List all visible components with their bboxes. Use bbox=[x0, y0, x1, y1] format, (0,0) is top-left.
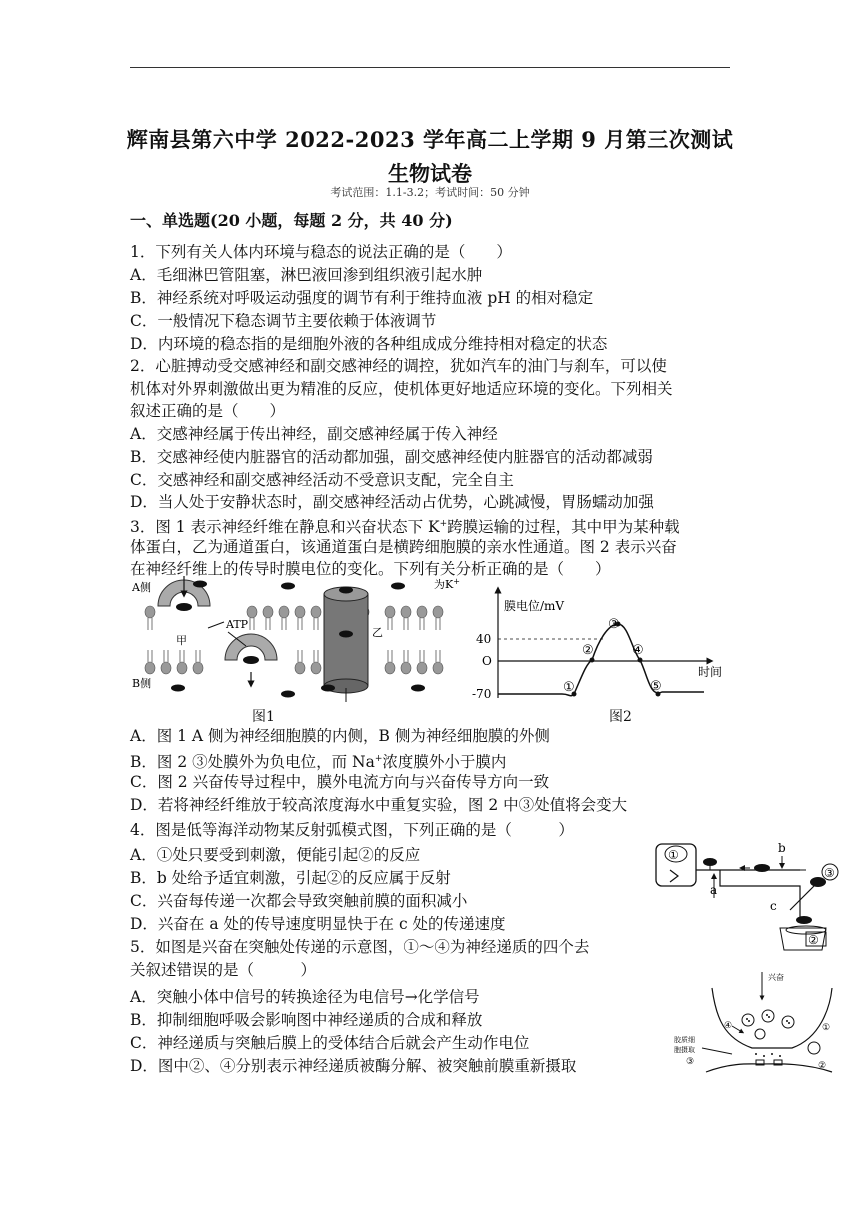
synapse-node-1: ① bbox=[822, 1023, 831, 1033]
reflex-node-3: ③ bbox=[824, 866, 835, 880]
fig2-tick-40: 40 bbox=[476, 632, 492, 646]
reflex-node-2: ② bbox=[808, 933, 819, 947]
figure-reflex-arc bbox=[650, 838, 850, 956]
fig2-ylabel: 膜电位/mV bbox=[504, 599, 565, 613]
fig1-side-b: B侧 bbox=[132, 677, 152, 690]
fig2-xlabel: 时间 bbox=[698, 665, 723, 679]
synapse-label-glia-1: 胶质细 bbox=[674, 1036, 695, 1044]
q3-option-a: A．图 1 A 侧为神经细胞膜的内侧，B 侧为神经细胞膜的外侧 bbox=[130, 727, 550, 745]
synapse-node-4: ④ bbox=[724, 1021, 733, 1031]
fig1-jia: 甲 bbox=[176, 634, 187, 647]
q2-option-a: A．交感神经属于传出神经，副交感神经属于传入神经 bbox=[130, 425, 498, 443]
exam-title: 辉南县第六中学 2022-2023 学年高二上学期 9 月第三次测试 bbox=[126, 127, 734, 152]
reflex-node-1: ① bbox=[668, 848, 679, 862]
fig2-point-4: ④ bbox=[632, 643, 644, 658]
fig2-tick-m70: -70 bbox=[472, 687, 492, 701]
q5-stem-line1: 5．如图是兴奋在突触处传递的示意图，①～④为神经递质的四个去 bbox=[130, 938, 590, 956]
figure-1-membrane bbox=[128, 576, 458, 706]
q3-stem-line2: 体蛋白，乙为通道蛋白，该通道蛋白是横跨细胞膜的亲水性通道。图 2 表示兴奋 bbox=[130, 538, 677, 556]
fig1-yi: 乙 bbox=[372, 626, 383, 639]
q3-stem-line1: 3．图 1 表示神经纤维在静息和兴奋状态下 K+跨膜运输的过程，其中甲为某种载 bbox=[130, 518, 680, 537]
q5-option-d: D．图中②、④分别表示神经递质被酶分解、被突触前膜重新摄取 bbox=[130, 1057, 577, 1075]
q2-option-c: C．交感神经和副交感神经活动不受意识支配，完全自主 bbox=[130, 471, 514, 489]
header-rule bbox=[130, 67, 730, 68]
q3-option-d: D．若将神经纤维放于较高浓度海水中重复实验，图 2 中③处值将会变大 bbox=[130, 796, 628, 814]
q1-option-a: A．毛细淋巴管阻塞，淋巴液回渗到组织液引起水肿 bbox=[130, 266, 483, 284]
fig2-caption: 图2 bbox=[609, 709, 632, 725]
fig2-point-5: ⑤ bbox=[650, 679, 662, 694]
fig1-caption: 图1 bbox=[252, 709, 275, 725]
fig2-point-1: ① bbox=[563, 680, 575, 695]
synapse-label-glia-2: 胞摄取 bbox=[674, 1046, 695, 1054]
figure-synapse bbox=[672, 968, 852, 1080]
q4-option-d: D．兴奋在 a 处的传导速度明显快于在 c 处的传递速度 bbox=[130, 915, 506, 933]
q4-option-a: A．①处只要受到刺激，便能引起②的反应 bbox=[130, 846, 421, 864]
fig2-tick-0: O bbox=[482, 654, 492, 668]
q4-stem: 4．图是低等海洋动物某反射弧模式图，下列正确的是（ ） bbox=[130, 821, 574, 839]
fig1-atp: ATP bbox=[226, 618, 249, 631]
fig1-k-label: 为K+ bbox=[434, 577, 460, 591]
q2-option-b: B．交感神经使内脏器官的活动都加强，副交感神经使内脏器官的活动都减弱 bbox=[130, 448, 653, 466]
q1-option-c: C．一般情况下稳态调节主要依赖于体液调节 bbox=[130, 312, 437, 330]
section-heading: 一、单选题(20 小题，每题 2 分，共 40 分) bbox=[130, 211, 453, 230]
q2-stem-line2: 机体对外界刺激做出更为精准的反应，使机体更好地适应环境的变化。下列相关 bbox=[130, 380, 673, 398]
fig2-point-3: ③ bbox=[608, 617, 620, 632]
q1-stem: 1．下列有关人体内环境与稳态的说法正确的是（ ） bbox=[130, 243, 512, 261]
exam-meta: 考试范围：1.1-3.2；考试时间：50 分钟 bbox=[330, 186, 530, 199]
q5-stem-line2: 关叙述错误的是（ ） bbox=[130, 961, 317, 979]
reflex-label-c: c bbox=[770, 899, 777, 913]
fig1-side-a: A侧 bbox=[132, 581, 151, 594]
q4-option-c: C．兴奋每传递一次都会导致突触前膜的面积减小 bbox=[130, 892, 468, 910]
q2-option-d: D．当人处于安静状态时，副交感神经活动占优势，心跳减慢，胃肠蠕动加强 bbox=[130, 493, 654, 511]
figure-2-membrane-potential bbox=[470, 580, 740, 710]
reflex-label-b: b bbox=[778, 841, 786, 855]
synapse-node-2: ② bbox=[818, 1061, 827, 1071]
reflex-label-a: a bbox=[710, 883, 718, 897]
exam-subtitle: 生物试卷 bbox=[388, 161, 472, 186]
q2-stem-line1: 2．心脏搏动受交感神经和副交感神经的调控，犹如汽车的油门与刹车，可以使 bbox=[130, 357, 667, 375]
q5-option-c: C．神经递质与突触后膜上的受体结合后就会产生动作电位 bbox=[130, 1034, 530, 1052]
fig2-point-2: ② bbox=[582, 643, 594, 658]
q5-option-a: A．突触小体中信号的转换途径为电信号→化学信号 bbox=[130, 988, 480, 1006]
synapse-label-xingfen: 兴奋 bbox=[768, 973, 784, 982]
q3-option-b: B．图 2 ③处膜外为负电位，而 Na+浓度膜外小于膜内 bbox=[130, 753, 507, 772]
q5-option-b: B．抑制细胞呼吸会影响图中神经递质的合成和释放 bbox=[130, 1011, 483, 1029]
q1-option-b: B．神经系统对呼吸运动强度的调节有利于维持血液 pH 的相对稳定 bbox=[130, 289, 594, 307]
q1-option-d: D．内环境的稳态指的是细胞外液的各种组成成分维持相对稳定的状态 bbox=[130, 335, 608, 353]
q3-option-c: C．图 2 兴奋传导过程中，膜外电流方向与兴奋传导方向一致 bbox=[130, 773, 550, 791]
q2-stem-line3: 叙述正确的是（ ） bbox=[130, 402, 286, 420]
synapse-node-3: ③ bbox=[686, 1057, 695, 1067]
q4-option-b: B．b 处给予适宜刺激，引起②的反应属于反射 bbox=[130, 869, 451, 887]
q3-stem-line3: 在神经纤维上的传导时膜电位的变化。下列有关分析正确的是（ ） bbox=[130, 560, 611, 578]
